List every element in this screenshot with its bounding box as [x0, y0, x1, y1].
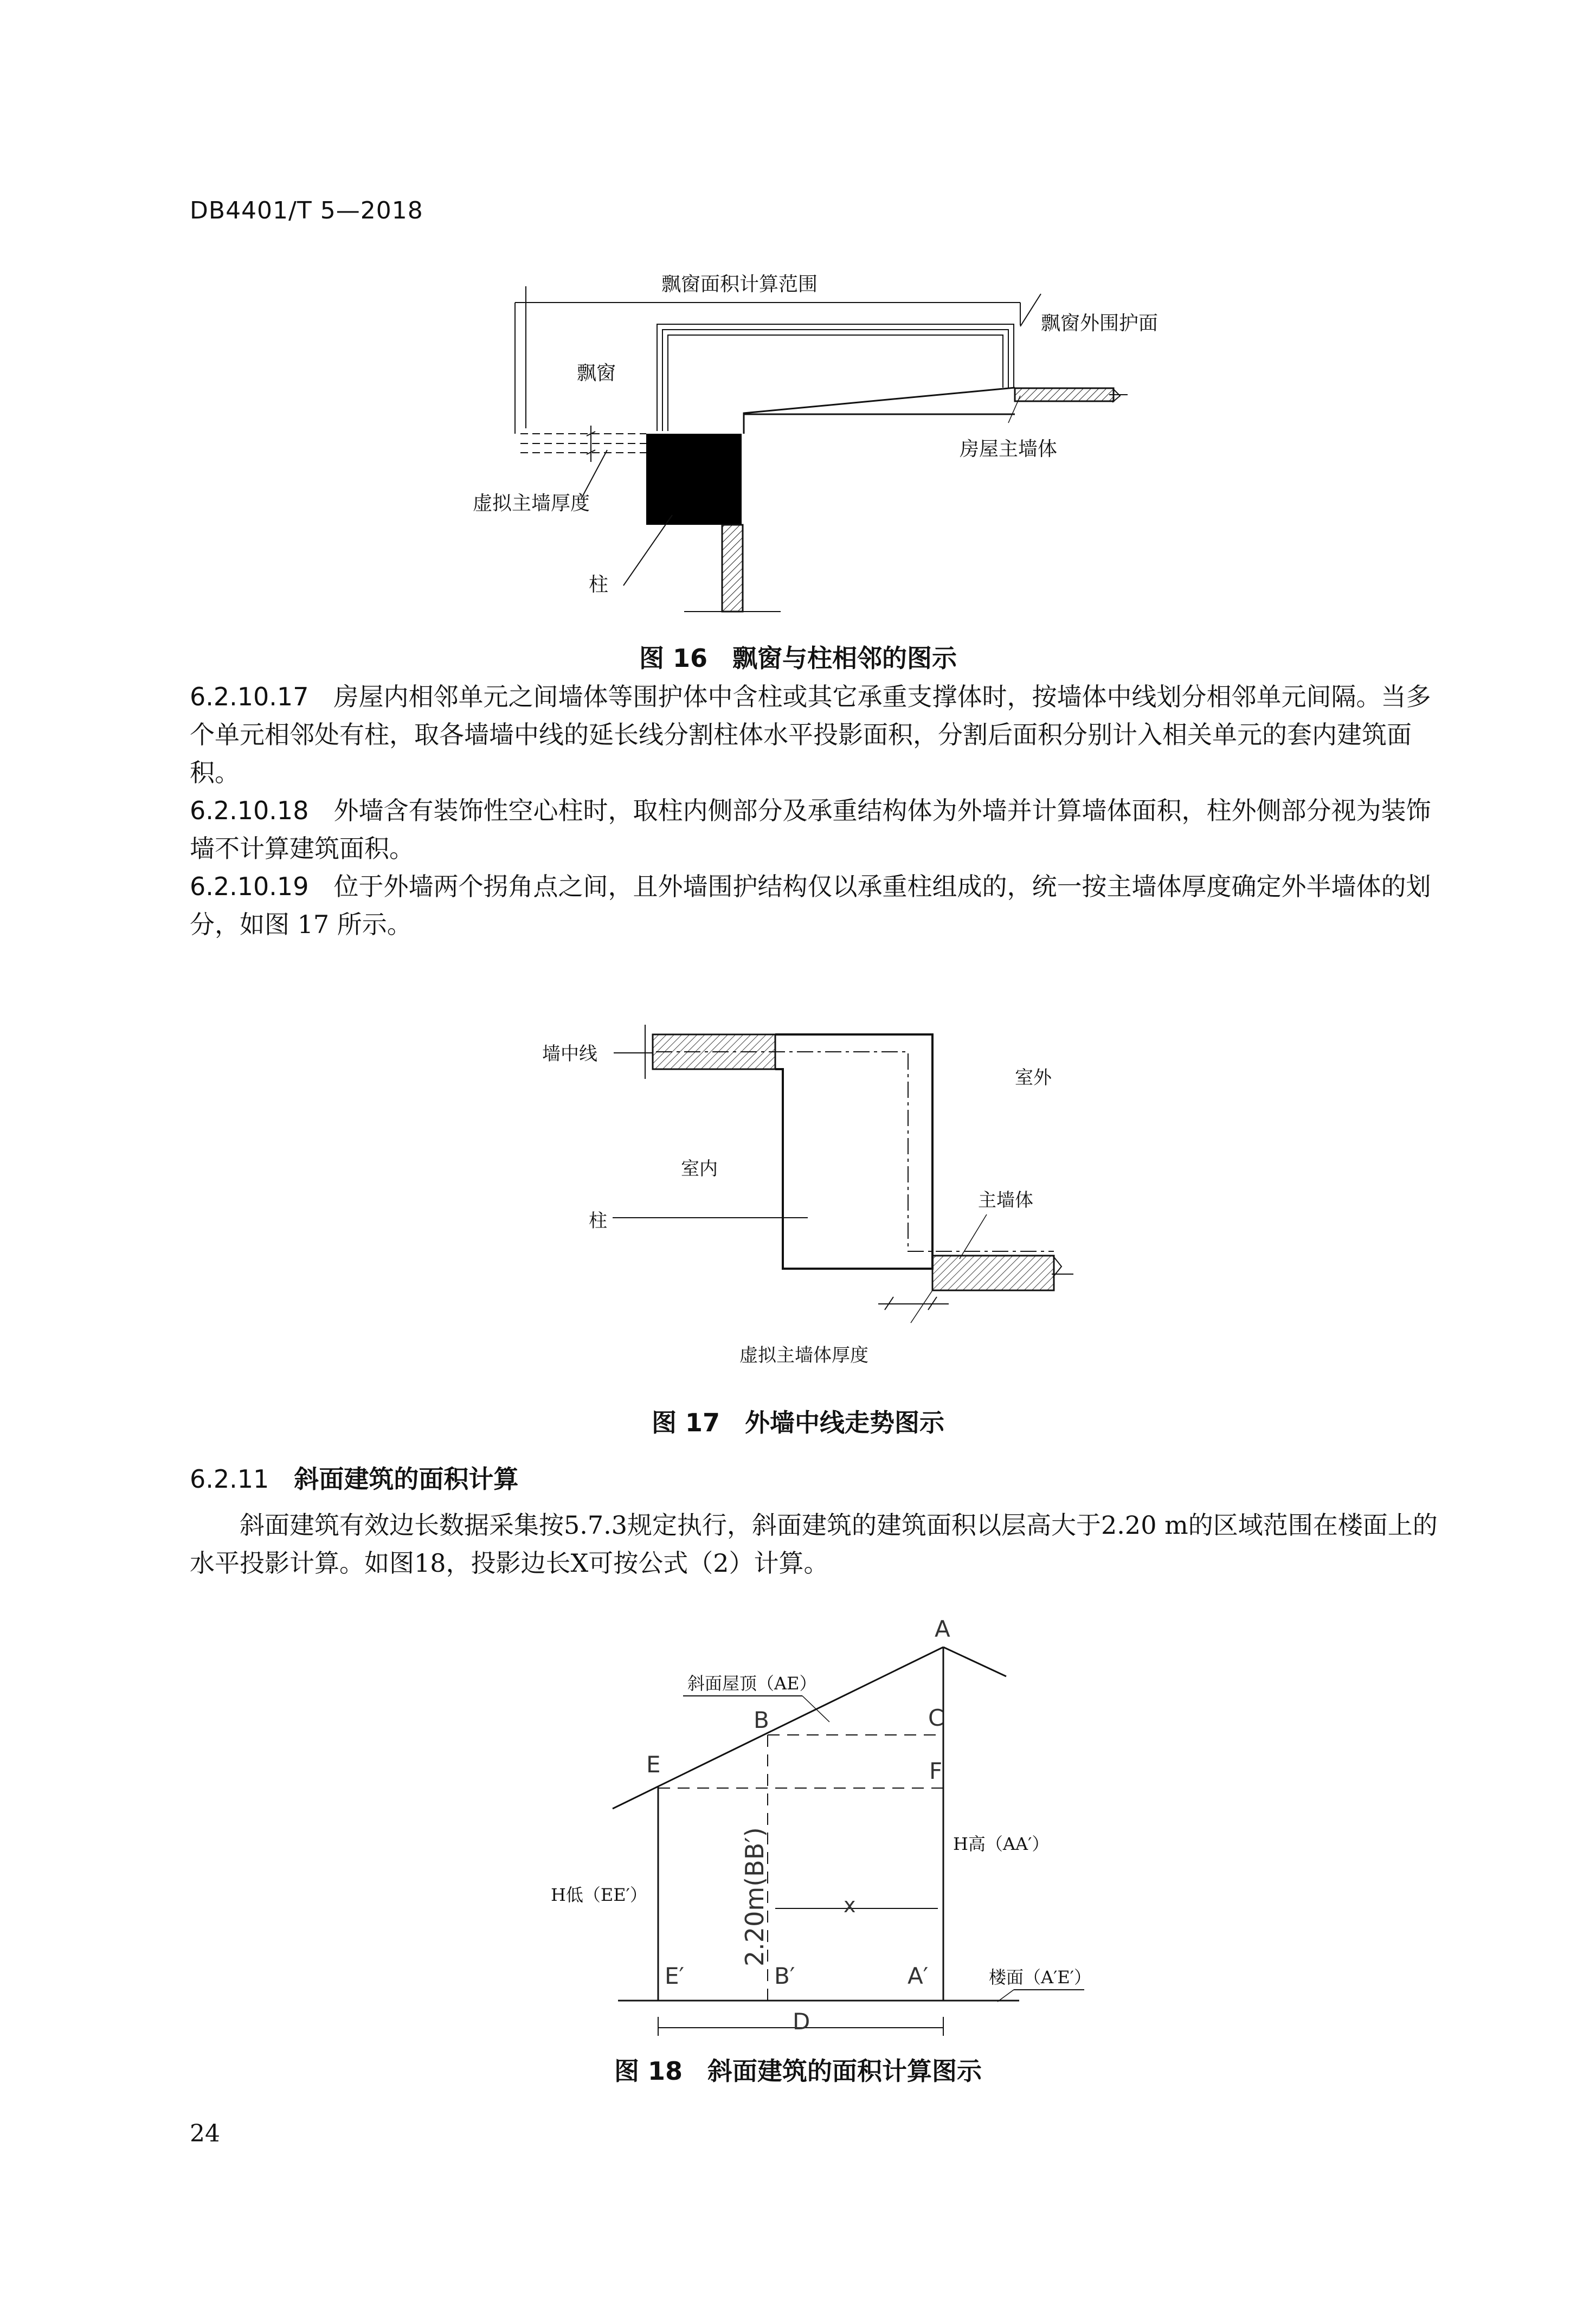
clause-item: 6.2.10.18 外墙含有装饰性空心柱时，取柱内侧部分及承重结构体为外墙并计算墙体面积，柱外侧部分视为装饰墙不计算建筑面积。 — [190, 796, 1431, 863]
point-e: E — [646, 1751, 661, 1778]
main-wall-label: 房屋主墙体 — [960, 438, 1058, 460]
figure-17-wall-centerline-diagram — [531, 1008, 1128, 1377]
figure-18-sloped-building-diagram — [551, 1616, 1138, 2039]
column-label: 柱 — [589, 1210, 607, 1232]
range-label: 飘窗面积计算范围 — [661, 273, 818, 295]
floor-label: 楼面（A′E′） — [989, 1967, 1092, 1988]
figure-17-caption: 图 17 外墙中线走势图示 — [651, 1408, 945, 1437]
high-label: H高（AA′） — [953, 1834, 1050, 1854]
figure-16-caption: 图 16 飘窗与柱相邻的图示 — [639, 644, 957, 673]
virtual-thickness-label: 虚拟主墙厚度 — [473, 492, 590, 515]
d-label: D — [793, 2008, 810, 2035]
clause-item: 6.2.10.17 房屋内相邻单元之间墙体等围护体中含柱或其它承重支撑体时，按墙体中线划分相邻单元间隔。当多个单元相邻处有柱，取各墙墙中线的延长线分割柱体水平投影面积，分割后面积分别计入相关单元的套内建筑面积。 — [190, 682, 1431, 787]
point-b-prime: B′ — [774, 1963, 795, 1989]
page-number: 24 — [190, 2120, 220, 2148]
section-heading: 6.2.11 斜面建筑的面积计算 — [190, 1464, 519, 1494]
x-label: x — [844, 1893, 856, 1917]
point-a: A — [935, 1616, 950, 1642]
point-f: F — [929, 1758, 943, 1784]
figure-16-bay-window-diagram — [445, 260, 1204, 629]
outdoor-label: 室外 — [1015, 1067, 1052, 1089]
low-label: H低（EE′） — [551, 1885, 647, 1905]
point-c: C — [928, 1705, 944, 1731]
wall-centerline-label: 墙中线 — [542, 1043, 597, 1065]
clause-list — [190, 678, 1447, 943]
bay-window-label: 飘窗 — [577, 362, 616, 384]
virtual-thickness-label: 虚拟主墙体厚度 — [739, 1345, 868, 1366]
column-label: 柱 — [589, 574, 609, 596]
point-e-prime: E′ — [665, 1963, 685, 1989]
outer-panel-label: 飘窗外围护面 — [1041, 312, 1159, 335]
indoor-label: 室内 — [681, 1158, 718, 1180]
figure-18-caption: 图 18 斜面建筑的面积计算图示 — [614, 2056, 982, 2086]
height-220-label: 2.20m(BB′) — [740, 1827, 769, 1966]
document-code: DB4401/T 5—2018 — [190, 197, 423, 224]
clause-item: 6.2.10.19 位于外墙两个拐角点之间，且外墙围护结构仅以承重柱组成的，统一按主墙体厚度确定外半墙体的划分，如图 17 所示。 — [190, 872, 1431, 939]
main-wall-label: 主墙体 — [978, 1190, 1033, 1211]
point-b: B — [754, 1707, 769, 1733]
point-a-prime: A′ — [908, 1963, 929, 1989]
roof-label: 斜面屋顶（AE） — [687, 1673, 817, 1694]
section-body: 斜面建筑有效边长数据采集按5.7.3规定执行，斜面建筑的建筑面积以层高大于2.20 m的区域范围在楼面上的水平投影计算。如图18，投影边长X可按公式（2）计算。 — [190, 1510, 1438, 1578]
